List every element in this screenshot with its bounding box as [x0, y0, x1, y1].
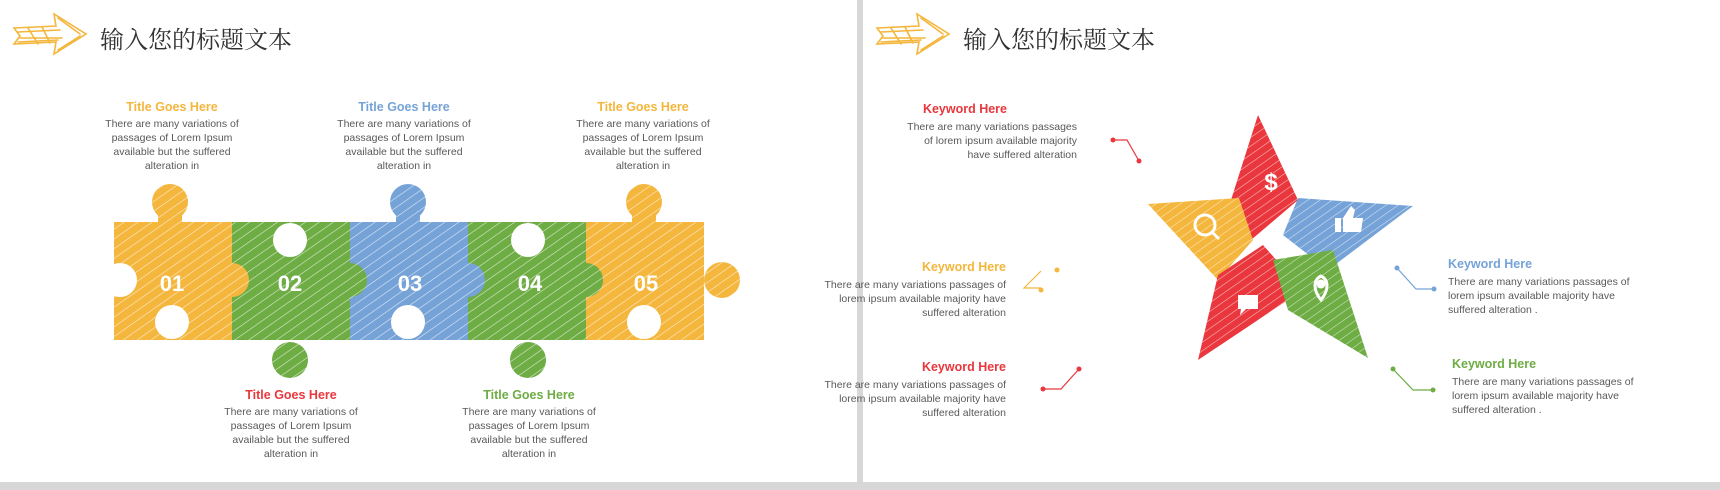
keyword-desc: There are many variations passages of lorem ipsum available majority have suffered alteration .: [1452, 376, 1634, 416]
block-title: Title Goes Here: [483, 388, 575, 402]
piece-number: 03: [397, 271, 423, 296]
keyword-block-right-mid: [1448, 257, 1638, 317]
left-slide: [0, 0, 857, 482]
title-block-2: [216, 388, 366, 461]
block-title: Title Goes Here: [597, 100, 689, 114]
title-block-1: [97, 100, 247, 173]
sketch-arrow-icon: [8, 10, 90, 60]
slide-title: 输入您的标题文本: [100, 26, 292, 54]
block-desc: There are many variations of passages of Lorem Ipsum available but the suffered alteration in: [337, 118, 471, 172]
block-desc: There are many variations of passages of Lorem Ipsum available but the suffered alteration in: [105, 118, 239, 172]
keyword-desc: There are many variations passages of lorem ipsum available majority have suffered alteration: [824, 279, 1006, 319]
puzzle-piece-1: [103, 184, 232, 340]
keyword-title: Keyword Here: [921, 260, 1006, 274]
puzzle-piece-2: [215, 222, 350, 378]
piece-number: 02: [277, 271, 303, 296]
dollar-icon: $: [1264, 169, 1278, 196]
keyword-desc: There are many variations passages of lorem ipsum available majority have suffered alteration: [907, 121, 1077, 161]
keyword-title: Keyword Here: [1448, 257, 1533, 271]
keyword-title: Keyword Here: [1452, 357, 1537, 371]
keyword-block-left-mid: [806, 260, 1006, 320]
piece-number: 04: [517, 271, 543, 296]
title-block-3: [329, 100, 479, 173]
slide-title: 输入您的标题文本: [963, 26, 1155, 54]
title-block-5: [568, 100, 718, 173]
keyword-title: Keyword Here: [922, 102, 1007, 116]
block-title: Title Goes Here: [245, 388, 337, 402]
connector-dots: [1039, 138, 1437, 393]
piece-number: 05: [633, 271, 659, 296]
puzzle-piece-4: [451, 222, 586, 378]
right-slide: [824, 0, 1720, 482]
block-title: Title Goes Here: [358, 100, 450, 114]
block-desc: There are many variations of passages of Lorem Ipsum available but the suffered alteration in: [462, 406, 596, 460]
keyword-block-top: [877, 102, 1077, 162]
piece-number: 01: [159, 271, 185, 296]
block-title: Title Goes Here: [126, 100, 218, 114]
block-desc: There are many variations of passages of Lorem Ipsum available but the suffered alteration in: [224, 406, 358, 460]
keyword-block-left-bottom: [806, 360, 1006, 420]
puzzle-piece-3: [333, 184, 468, 340]
block-desc: There are many variations of passages of Lorem Ipsum available but the suffered alteration in: [576, 118, 710, 172]
puzzle-strip: [100, 180, 750, 380]
keyword-desc: There are many variations passages of lorem ipsum available majority have suffered alteration: [824, 379, 1006, 419]
keyword-block-right-bottom: [1452, 357, 1642, 417]
puzzle-piece-5: [569, 184, 740, 340]
keyword-desc: There are many variations passages of lorem ipsum available majority have suffered alteration .: [1448, 276, 1630, 316]
title-block-4: [454, 388, 604, 461]
keyword-title: Keyword Here: [921, 360, 1006, 374]
